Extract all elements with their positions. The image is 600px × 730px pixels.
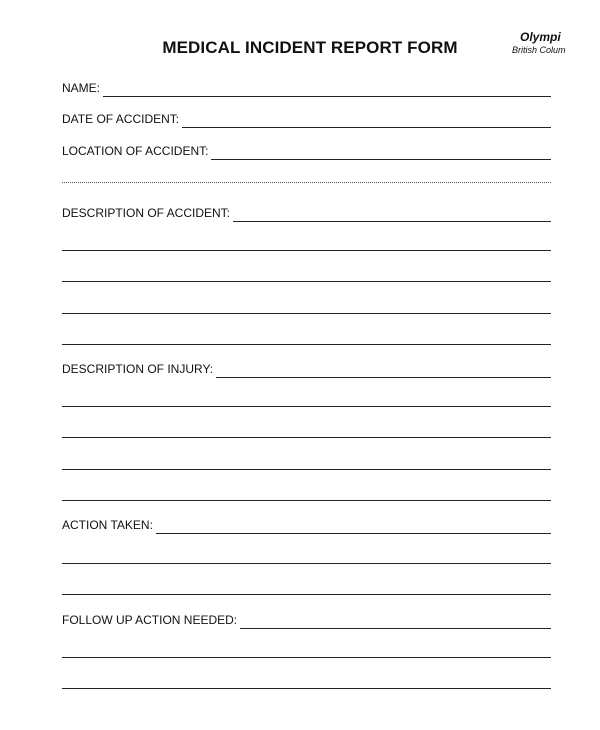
location-of-accident-field[interactable]	[62, 144, 551, 158]
follow-up-action-label: FOLLOW UP ACTION NEEDED:	[62, 613, 238, 627]
location-of-accident-line[interactable]	[211, 145, 551, 160]
location-of-accident-label: LOCATION OF ACCIDENT:	[62, 144, 209, 158]
action-taken-line[interactable]	[156, 519, 551, 534]
action-taken-label: ACTION TAKEN:	[62, 518, 153, 532]
name-line[interactable]	[103, 82, 551, 97]
description-of-accident-line[interactable]	[233, 207, 551, 222]
date-of-accident-line[interactable]	[182, 113, 551, 128]
logo-name: Olympi	[520, 30, 561, 44]
action-taken-line-3[interactable]	[62, 594, 551, 595]
description-of-accident-line-5[interactable]	[62, 344, 551, 345]
follow-up-action-line-3[interactable]	[62, 688, 551, 689]
follow-up-action-line[interactable]	[240, 614, 551, 629]
follow-up-action-line-2[interactable]	[62, 657, 551, 658]
description-of-injury-label: DESCRIPTION OF INJURY:	[62, 362, 214, 376]
follow-up-action-field[interactable]	[62, 613, 551, 627]
date-of-accident-label: DATE OF ACCIDENT:	[62, 112, 180, 126]
description-of-accident-line-3[interactable]	[62, 281, 551, 282]
description-of-injury-line-3[interactable]	[62, 437, 551, 438]
name-label: NAME:	[62, 81, 101, 95]
description-of-injury-line-4[interactable]	[62, 469, 551, 470]
description-of-accident-line-2[interactable]	[62, 250, 551, 251]
section-divider	[62, 182, 551, 183]
description-of-injury-line-5[interactable]	[62, 500, 551, 501]
date-of-accident-field[interactable]	[62, 112, 551, 126]
logo-subtitle: British Colum	[512, 45, 566, 55]
description-of-injury-line-2[interactable]	[62, 406, 551, 407]
description-of-accident-line-4[interactable]	[62, 313, 551, 314]
form-title: MEDICAL INCIDENT REPORT FORM	[162, 38, 458, 57]
description-of-accident-field[interactable]	[62, 206, 551, 220]
description-of-injury-field[interactable]	[62, 362, 551, 376]
action-taken-field[interactable]	[62, 518, 551, 532]
name-field[interactable]	[62, 81, 551, 95]
description-of-injury-line[interactable]	[216, 363, 551, 378]
description-of-accident-label: DESCRIPTION OF ACCIDENT:	[62, 206, 231, 220]
action-taken-line-2[interactable]	[62, 563, 551, 564]
olympics-logo	[512, 30, 600, 55]
